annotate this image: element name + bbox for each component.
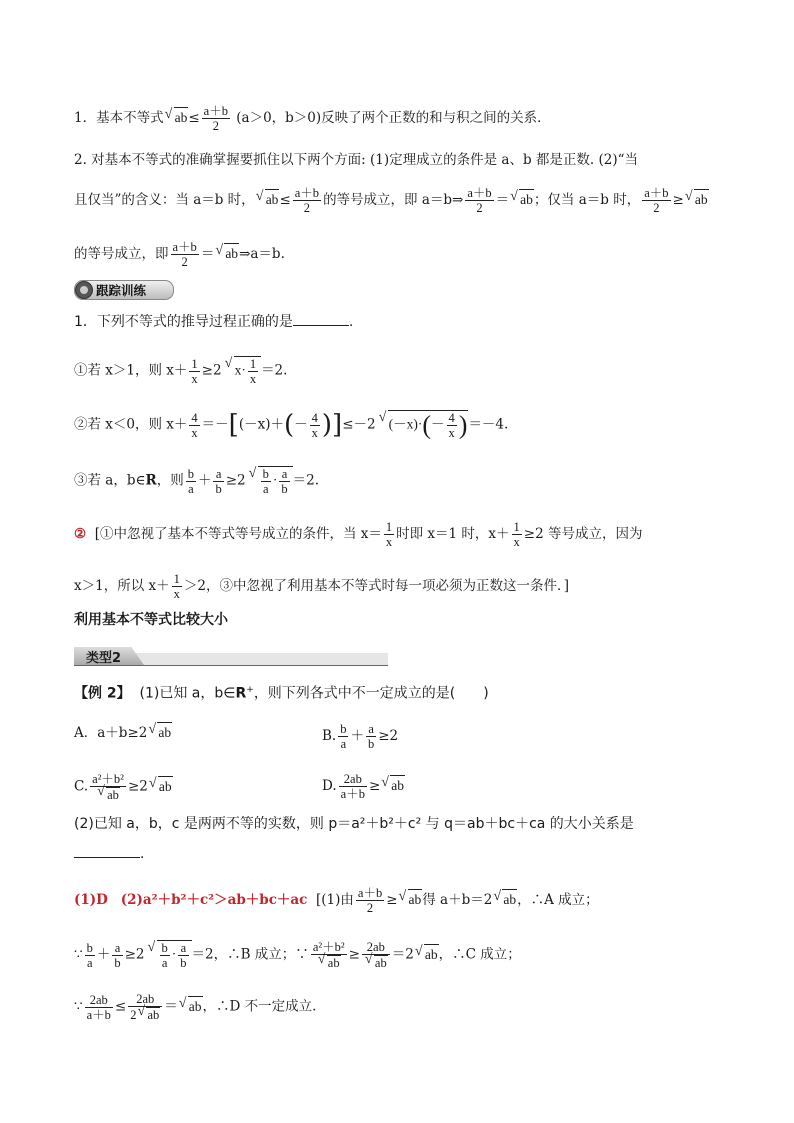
answer-1: (1)D	[74, 892, 108, 908]
answer-2: (2)a²＋b²＋c²＞ab＋bc＋ac	[120, 892, 308, 908]
tip-2-line-3: 的等号成立，即 $\frac{a+b}{2}$ ＝√ ab⇒a＝b.	[74, 240, 734, 269]
example-2-stem: 【例 2】 (1)已知 a，b∈R+，则下列各式中不一定成立的是( )	[74, 685, 489, 702]
solution-line-3: ∵ $\frac{2ab}{a+b}$ ≤ $\frac{2ab}{2√ ab}$ ＝√ ab，∴D 不一定成立.	[74, 992, 734, 1022]
solution-line-1: (1)D (2)a²＋b²＋c²＞ab＋bc＋ac [(1)由 $\frac{a+b}{2}$ ≥√ ab得 a＋b＝2√ ab，∴A 成立；	[74, 886, 734, 915]
q1-option-3: ③若 a，b∈R，则 $\frac{b}{a}$ ＋ $\frac{a}{b}$ ≥2 √ $\frac{b}{a}$ · $\frac{a}{b}$ ＝2.	[74, 466, 734, 496]
type-label: 类型2	[86, 651, 122, 666]
option-b: B. $\frac{b}{a}$ ＋ $\frac{a}{b}$ ≥2	[322, 722, 399, 751]
q1-stem: 1．下列不等式的推导过程正确的是 .	[74, 314, 354, 330]
q1-option-1: ①若 x＞1，则 x＋ $\frac{1}{x}$ ≥2√ x· $\frac{1}{x}$ ＝2.	[74, 356, 734, 386]
q1-option-2: ②若 x＜0，则 x＋ $\frac{4}{x}$ ＝－[(－x)＋(－ $\frac{4}{x}$ )]≤－2√ (－x)·(－ $\frac{4}{x}$ )＝－4.	[74, 410, 734, 440]
q1-answer-line-2: x＞1，所以 x＋ $\frac{1}{x}$ ＞2，③中忽视了利用基本不等式时每一项必须为正数这一条件．]	[74, 572, 569, 601]
tip-2-line-2: 且仅当”的含义：当 a＝b 时，√ ab≤ $\frac{a+b}{2}$ 的等号成立，即 a＝b⇒ $\frac{a+b}{2}$ ＝√ ab；仅当 a＝b 时， $\frac{a+b}{2}$ ≥√ ab	[74, 186, 734, 215]
option-c: C. a²＋b² √ ab ≥2√ ab	[74, 772, 734, 802]
option-a: A．a＋b≥2√ ab	[74, 722, 734, 743]
q1-answer: ②	[74, 526, 87, 542]
follow-training-tag	[74, 280, 172, 298]
example-2-part-2: (2)已知 a，b，c 是两两不等的实数，则 p＝a²＋b²＋c² 与 q＝ab＋bc＋ca 的大小关系是	[74, 816, 634, 832]
section-title: 利用基本不等式比较大小	[74, 612, 228, 628]
tip-2-line-1: 2. 对基本不等式的准确掌握要抓住以下两个方面: (1)定理成立的条件是 a、b 都是正数. (2)“当	[74, 152, 639, 168]
answer-blank	[293, 313, 349, 326]
tip1-text: 1．基本不等式	[74, 110, 164, 126]
target-icon	[75, 281, 93, 299]
q1-answer-line-1: ② [①中忽视了基本不等式等号成立的条件，当 x＝ $\frac{1}{x}$ 时即 x＝1 时，x＋ $\frac{1}{x}$ ≥2 等号成立，因为	[74, 520, 643, 549]
follow-training-label: 跟踪训练	[96, 283, 147, 298]
tip-1: 1．基本不等式√ ab≤ $\frac{a+b}{2}$ (a＞0，b＞0)反映了两个正数的和与积之间的关系．	[74, 104, 734, 133]
option-d: D. $\frac{2ab}{a+b}$ ≥√ ab	[322, 772, 734, 801]
type-2-bar	[74, 647, 388, 666]
solution-line-2: ∵ $\frac{b}{a}$ ＋ $\frac{a}{b}$ ≥2 √ $\frac{b}{a}$ · $\frac{a}{b}$ ＝2，∴B 成立；∵ a²＋b² √ ab ≥ 2ab √ ab ＝2√ ab，∴C 成立；	[74, 940, 734, 970]
answer-blank-2: .	[74, 844, 734, 864]
